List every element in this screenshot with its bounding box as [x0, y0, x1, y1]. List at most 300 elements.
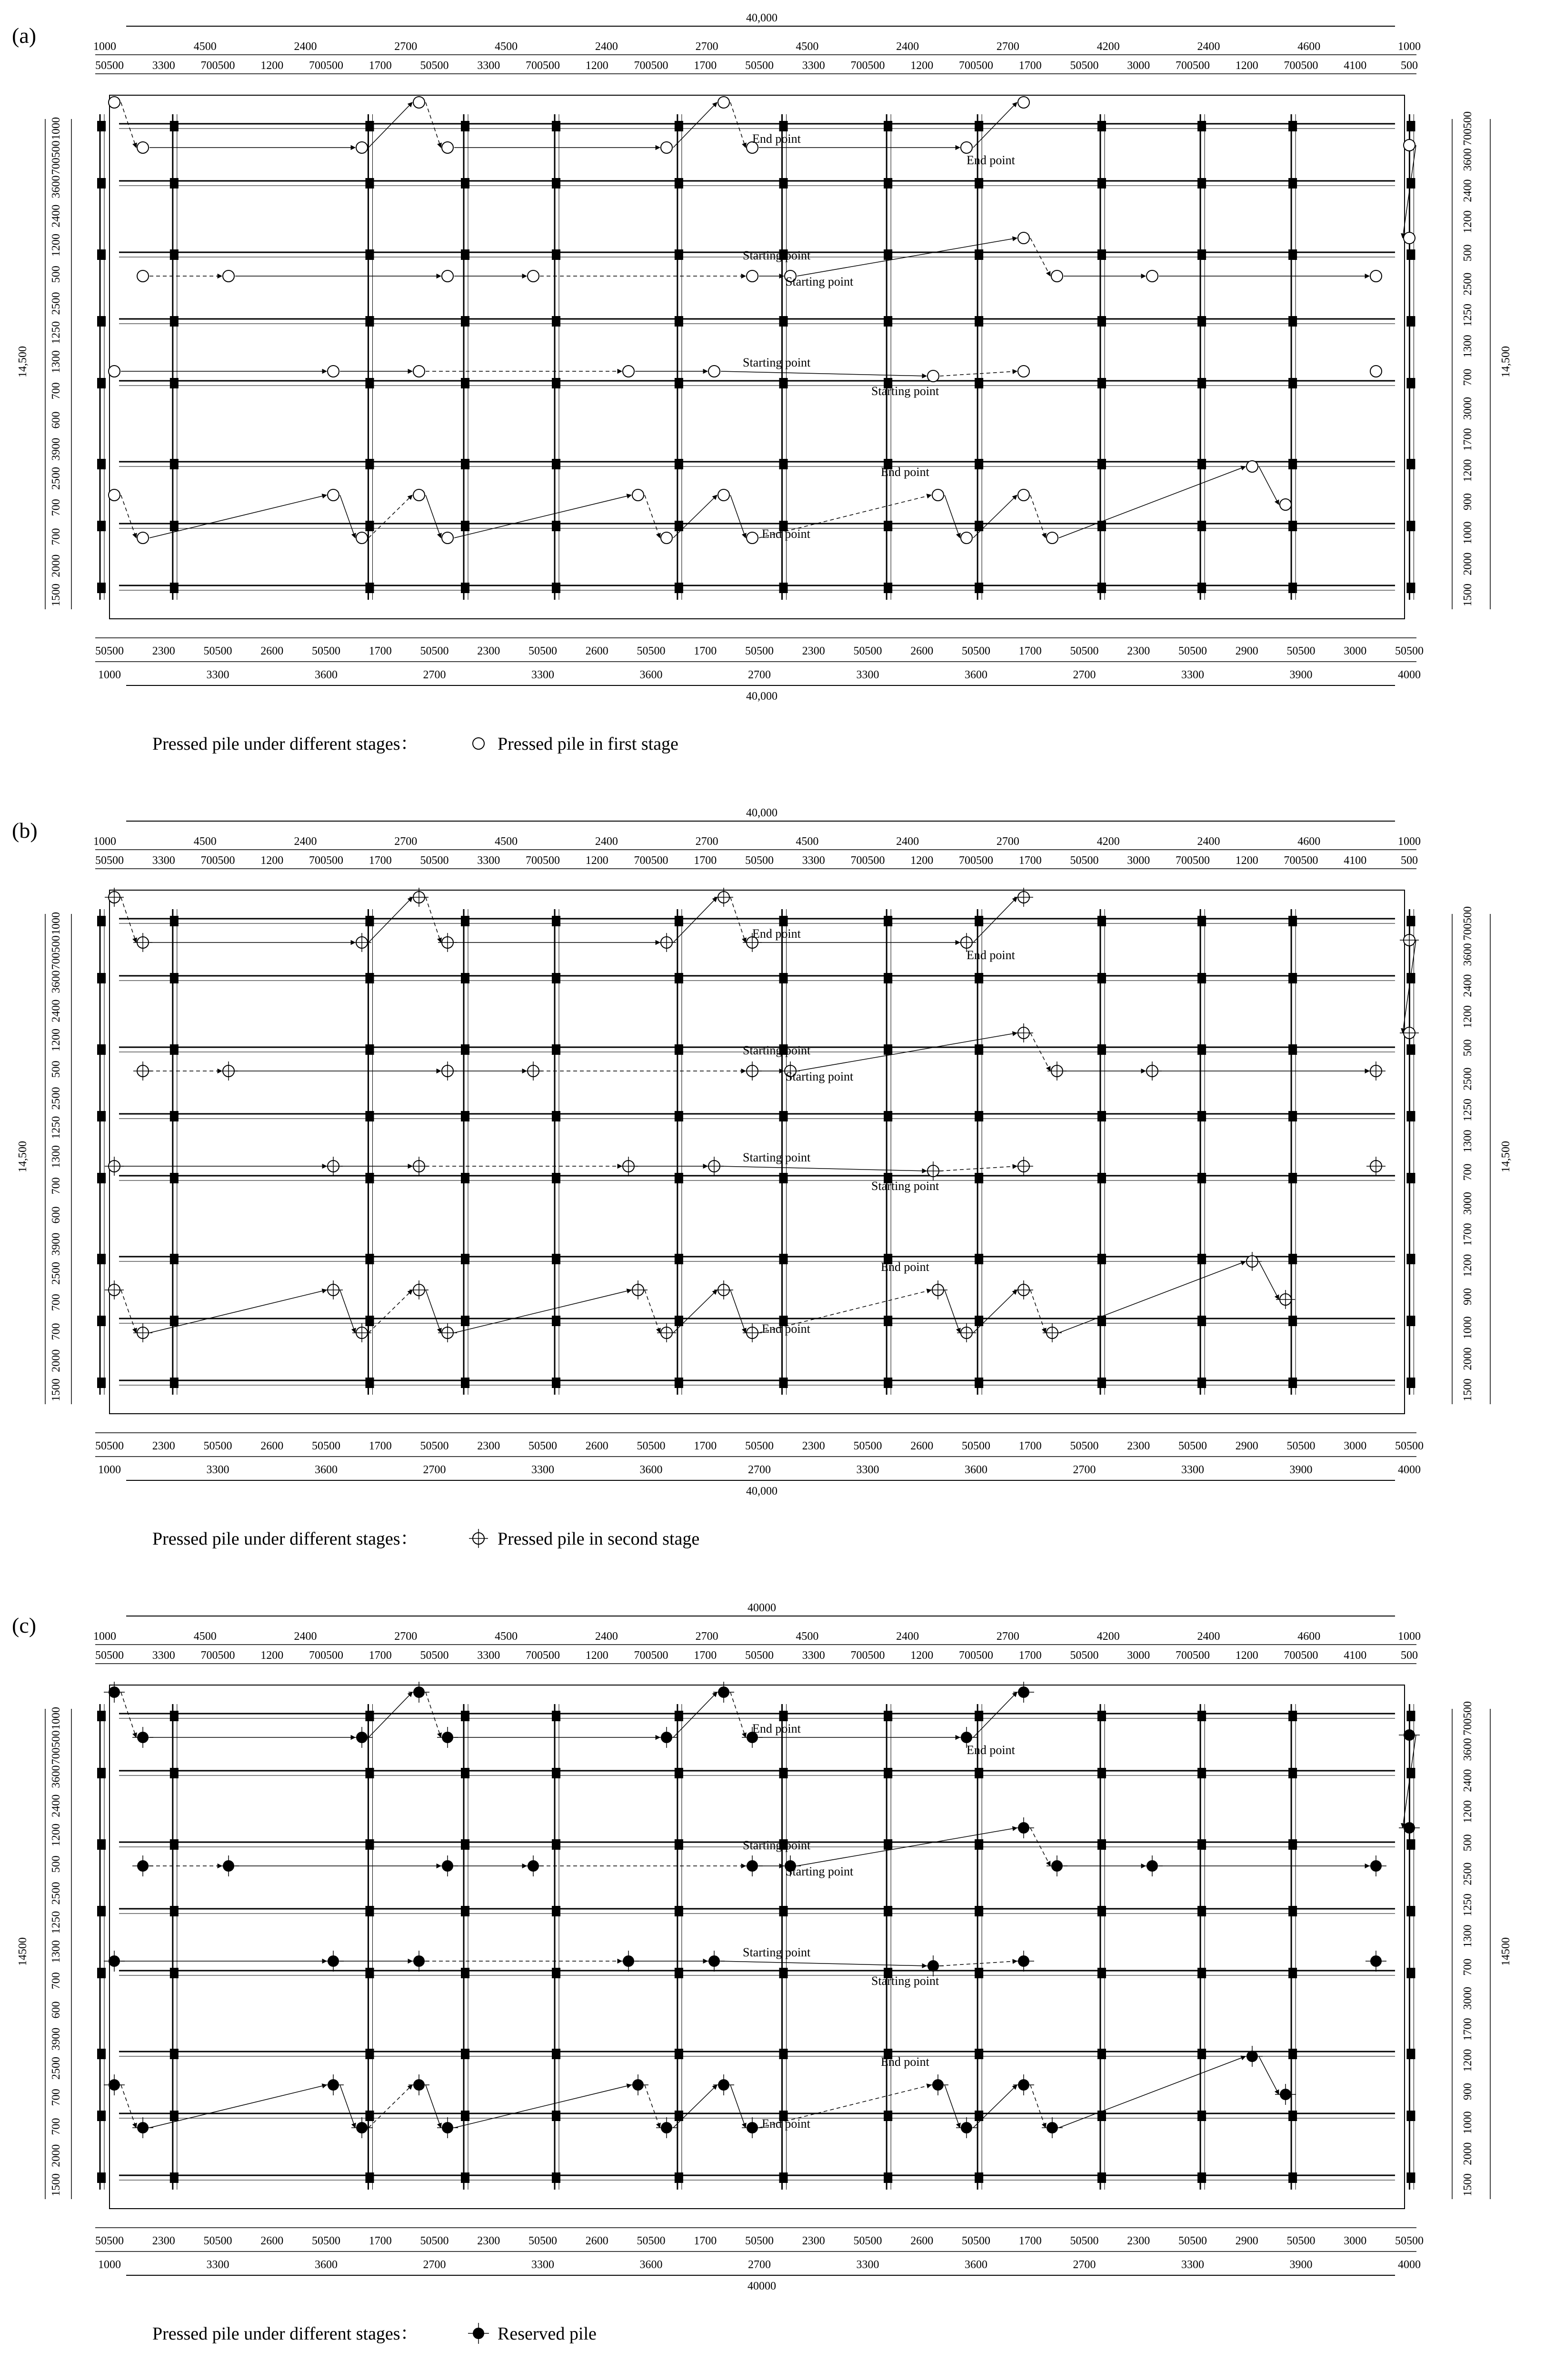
bottom-dim-label: 2300	[802, 645, 825, 657]
column	[1097, 1906, 1106, 1916]
column	[884, 1378, 892, 1388]
height-dimension-right: 14500	[1500, 1937, 1512, 1966]
column	[1406, 1044, 1415, 1055]
column	[552, 521, 560, 531]
starting-point-label: Starting point	[743, 248, 811, 262]
pressed-pile-first-stage	[747, 532, 758, 544]
reserved-pile	[1275, 2084, 1296, 2105]
top-dim-label: 4600	[1297, 40, 1321, 53]
top-dim-label: 700500	[850, 854, 885, 867]
pressed-pile-first-stage	[328, 489, 339, 501]
right-dim-label: 2000	[1462, 2142, 1474, 2165]
sequence-arrow	[940, 371, 1017, 376]
column	[1197, 583, 1206, 593]
top-dim-label: 700500	[1176, 60, 1210, 72]
bottom-dim-label: 50500	[637, 2235, 666, 2247]
column	[1288, 1711, 1297, 1721]
column	[97, 1378, 106, 1388]
top-dim-label: 3300	[802, 60, 825, 72]
bottom-dim-label: 3600	[639, 2259, 663, 2271]
top-dim-label: 3300	[152, 60, 175, 72]
top-dim-label: 2700	[695, 40, 718, 53]
top-dim-label: 2700	[996, 40, 1019, 53]
legend-caption: Pressed pile under different stages：	[152, 2324, 419, 2344]
top-dim-label: 2400	[595, 40, 618, 53]
top-dim-label: 700500	[634, 854, 668, 867]
top-dim-label: 700500	[959, 1649, 993, 1662]
pressed-pile-first-stage	[661, 532, 672, 544]
bottom-dim-label: 3600	[315, 669, 338, 681]
column	[1097, 583, 1106, 593]
reserved-pile	[656, 2117, 677, 2138]
bottom-dim-label: 3600	[315, 1464, 338, 1476]
right-dim-label: 2500	[1462, 1067, 1474, 1091]
right-dim-label: 700	[1462, 368, 1474, 386]
sequence-arrow	[426, 495, 441, 538]
bottom-dim-label: 3000	[1344, 645, 1367, 657]
bottom-dim-label: 3000	[1344, 2235, 1367, 2247]
column	[97, 316, 106, 327]
sequence-arrow	[1030, 495, 1046, 538]
left-dim-label: 2500	[50, 1262, 62, 1285]
top-dim-label: 700500	[200, 1649, 235, 1662]
column	[884, 249, 892, 260]
right-dim-label: 1200	[1462, 2049, 1474, 2072]
pressed-pile-first-stage	[137, 142, 149, 153]
top-dim-label: 50500	[95, 60, 124, 72]
bottom-dim-label: 4000	[1398, 669, 1421, 681]
column	[552, 973, 560, 983]
column	[779, 178, 788, 188]
column	[1406, 249, 1415, 260]
bottom-dim-label: 1700	[369, 2235, 392, 2247]
bottom-dim-label: 2700	[748, 2259, 771, 2271]
bottom-dim-label: 50500	[637, 645, 666, 657]
column	[779, 2049, 788, 2059]
bottom-dim-label: 4000	[1398, 2259, 1421, 2271]
overall-dimension-top: 40000	[748, 1602, 776, 1614]
right-dim-label: 1250	[1462, 1099, 1474, 1121]
top-dim-label: 700500	[959, 854, 993, 867]
pressed-pile-first-stage	[1047, 532, 1058, 544]
legend-caption: Pressed pile under different stages：	[152, 734, 419, 754]
column	[1197, 2049, 1206, 2059]
column	[1197, 1044, 1206, 1055]
reserved-pile	[956, 2117, 977, 2138]
left-dim-label: 3600	[50, 175, 62, 198]
column	[884, 973, 892, 983]
bottom-dim-label: 3600	[639, 1464, 663, 1476]
column	[975, 1378, 983, 1388]
sequence-arrow	[730, 897, 746, 942]
bottom-dim-label: 2600	[260, 645, 284, 657]
column	[170, 1906, 179, 1916]
top-dim-label: 4200	[1096, 40, 1120, 53]
column	[675, 1111, 683, 1121]
sequence-arrow	[730, 102, 746, 148]
top-dim-label: 1700	[369, 1649, 392, 1662]
column	[97, 1968, 106, 1978]
bottom-dim-label: 50500	[420, 645, 449, 657]
top-dim-label: 4100	[1344, 60, 1367, 72]
starting-point-label: Starting point	[786, 1864, 854, 1878]
column	[1097, 378, 1106, 388]
right-dim-label: 1250	[1462, 304, 1474, 327]
column	[884, 1839, 892, 1850]
top-dim-label: 1000	[1398, 835, 1421, 848]
column	[1288, 1111, 1297, 1121]
end-point-label: End point	[881, 2055, 929, 2069]
bottom-dim-label: 50500	[1286, 645, 1316, 657]
column	[675, 916, 683, 926]
column	[1406, 583, 1415, 593]
right-dim-label: 1700	[1462, 1223, 1474, 1246]
column	[461, 973, 469, 983]
column	[552, 121, 560, 131]
column	[552, 1711, 560, 1721]
bottom-dim-label: 2600	[910, 1440, 934, 1452]
sequence-arrow	[645, 1290, 660, 1333]
column	[461, 1254, 469, 1264]
top-dim-label: 1700	[369, 854, 392, 867]
top-dim-label: 700500	[1284, 60, 1318, 72]
column	[365, 121, 374, 131]
right-dim-label: 3600	[1462, 943, 1474, 966]
column	[461, 1044, 469, 1055]
left-dim-label: 700	[50, 1294, 62, 1311]
column	[1197, 1906, 1206, 1916]
column	[675, 1173, 683, 1183]
column	[552, 1254, 560, 1264]
column	[461, 1111, 469, 1121]
sequence-arrow	[369, 2085, 412, 2128]
column	[1288, 378, 1297, 388]
top-dim-label: 2400	[294, 40, 317, 53]
bottom-dim-label: 3600	[315, 2259, 338, 2271]
column	[675, 583, 683, 593]
left-dim-label: 1300	[50, 350, 62, 373]
top-dim-label: 1000	[1398, 40, 1421, 53]
column	[461, 1839, 469, 1850]
column	[461, 2049, 469, 2059]
top-dim-label: 4500	[796, 40, 819, 53]
column	[1197, 2172, 1206, 2183]
sequence-arrow	[945, 1290, 960, 1333]
panel-1	[12, 807, 1512, 1549]
column	[170, 1968, 179, 1978]
bottom-dim-label: 50500	[962, 2235, 990, 2247]
sequence-arrow	[721, 371, 927, 376]
column	[170, 1111, 179, 1121]
column	[1288, 916, 1297, 926]
bottom-dim-label: 50500	[95, 645, 124, 657]
bottom-dim-label: 3600	[965, 669, 987, 681]
reserved-pile	[1399, 1725, 1420, 1745]
bottom-dim-label: 3300	[531, 2259, 554, 2271]
bottom-dim-label: 1700	[694, 1440, 717, 1452]
pressed-pile-first-stage	[927, 370, 939, 382]
column	[461, 2111, 469, 2121]
bottom-dim-label: 2300	[1127, 1440, 1150, 1452]
top-dim-label: 50500	[95, 1649, 124, 1662]
bottom-dim-label: 3600	[965, 2259, 987, 2271]
top-dim-label: 4500	[193, 835, 217, 848]
bottom-dim-label: 2700	[748, 669, 771, 681]
bottom-dim-label: 3300	[206, 669, 229, 681]
bottom-dim-label: 3300	[1181, 669, 1204, 681]
bottom-dim-label: 2700	[1073, 2259, 1096, 2271]
bottom-dim-label: 2700	[423, 2259, 446, 2271]
pressed-pile-first-stage	[718, 489, 729, 501]
right-dim-label: 1500	[1462, 2173, 1474, 2196]
left-dim-label: 700500	[50, 140, 62, 175]
column	[461, 1173, 469, 1183]
bottom-dim-label: 1700	[694, 2235, 717, 2247]
bottom-dim-label: 50500	[1395, 1440, 1424, 1452]
top-dim-label: 3300	[152, 1649, 175, 1662]
top-dim-label: 3000	[1127, 854, 1150, 867]
top-dim-label: 700500	[309, 854, 343, 867]
top-dim-label: 4600	[1297, 1630, 1321, 1643]
end-point-label: End point	[752, 1722, 801, 1735]
right-dim-label: 3000	[1462, 1192, 1474, 1215]
column	[1406, 1173, 1415, 1183]
column	[1288, 1316, 1297, 1326]
sequence-arrow	[645, 2085, 660, 2128]
bottom-dim-label: 3600	[639, 669, 663, 681]
top-dim-label: 4200	[1096, 835, 1120, 848]
bottom-dim-label: 2600	[260, 2235, 284, 2247]
column	[1406, 1378, 1415, 1388]
sequence-arrow	[340, 1290, 355, 1333]
top-dim-label: 2400	[896, 835, 919, 848]
column	[1288, 178, 1297, 188]
top-dim-label: 3300	[477, 60, 500, 72]
column	[97, 521, 106, 531]
sequence-arrow	[1030, 2085, 1046, 2128]
bottom-dim-label: 50500	[637, 1440, 666, 1452]
column	[675, 973, 683, 983]
pressed-pile-first-stage	[932, 489, 944, 501]
column	[1097, 121, 1106, 131]
column	[884, 1044, 892, 1055]
column	[779, 459, 788, 469]
sequence-arrow	[121, 2085, 136, 2128]
bottom-dim-label: 1000	[98, 1464, 121, 1476]
overall-dimension-top: 40,000	[746, 807, 777, 819]
column	[1288, 1839, 1297, 1850]
column	[365, 2172, 374, 2183]
bottom-dim-label: 3300	[531, 669, 554, 681]
column	[170, 1839, 179, 1850]
column	[884, 178, 892, 188]
top-dim-label: 3300	[477, 1649, 500, 1662]
bottom-dim-label: 3300	[856, 2259, 879, 2271]
bottom-dim-label: 3600	[965, 1464, 987, 1476]
column	[1288, 973, 1297, 983]
bottom-dim-label: 3300	[856, 669, 879, 681]
right-dim-label: 1500	[1462, 584, 1474, 606]
pressed-pile-first-stage	[1018, 366, 1029, 377]
column	[779, 916, 788, 926]
pressed-pile-first-stage	[413, 366, 425, 377]
top-dim-label: 2400	[896, 40, 919, 53]
pressed-pile-first-stage	[632, 489, 644, 501]
bottom-dim-label: 50500	[1178, 2235, 1207, 2247]
top-dim-label: 1200	[260, 1649, 284, 1662]
bottom-dim-label: 2600	[585, 2235, 608, 2247]
panel-2	[12, 1602, 1512, 2344]
bottom-dim-label: 2700	[1073, 669, 1096, 681]
left-dim-label: 2500	[50, 1087, 62, 1110]
pressed-pile-first-stage	[109, 366, 120, 377]
column	[675, 1839, 683, 1850]
sequence-arrow	[121, 1692, 136, 1737]
bottom-dim-label: 50500	[528, 2235, 557, 2247]
sequence-arrow	[121, 1290, 136, 1333]
left-dim-label: 3900	[50, 2027, 62, 2051]
column	[1097, 1968, 1106, 1978]
end-point-label: End point	[752, 132, 801, 146]
left-dim-label: 700	[50, 382, 62, 400]
column	[884, 1768, 892, 1778]
column	[1097, 1378, 1106, 1388]
bottom-dim-label: 50500	[745, 2235, 774, 2247]
pressed-pile-first-stage	[961, 142, 972, 153]
column	[365, 1839, 374, 1850]
overall-dimension-bottom: 40,000	[746, 1485, 777, 1497]
bottom-dim-label: 2300	[1127, 645, 1150, 657]
column	[97, 1111, 106, 1121]
top-dim-label: 2400	[595, 1630, 618, 1643]
left-dim-label: 3600	[50, 970, 62, 993]
bottom-dim-label: 50500	[528, 1440, 557, 1452]
right-dim-label: 2400	[1462, 179, 1474, 202]
column	[975, 459, 983, 469]
bottom-dim-label: 2600	[585, 1440, 608, 1452]
top-dim-label: 4500	[495, 40, 518, 53]
column	[975, 1254, 983, 1264]
pressed-pile-first-stage	[442, 532, 453, 544]
right-dim-label: 2000	[1462, 1347, 1474, 1370]
top-dim-label: 50500	[420, 854, 449, 867]
column	[1406, 521, 1415, 531]
column	[884, 916, 892, 926]
top-dim-label: 4500	[495, 835, 518, 848]
column	[365, 316, 374, 327]
bottom-dim-label: 2300	[152, 645, 175, 657]
top-dim-label: 2400	[1197, 40, 1220, 53]
column	[170, 178, 179, 188]
right-dim-label: 1250	[1462, 1894, 1474, 1916]
left-dim-label: 500	[50, 1855, 62, 1873]
reserved-pile	[1366, 1951, 1386, 1972]
sequence-arrow	[426, 1290, 441, 1333]
sequence-arrow	[426, 1692, 441, 1737]
sequence-arrow	[454, 1290, 631, 1333]
column	[1406, 1711, 1415, 1721]
top-dim-label: 700500	[1176, 1649, 1210, 1662]
top-dim-label: 50500	[420, 1649, 449, 1662]
column	[170, 1316, 179, 1326]
right-dim-label: 1000	[1462, 1316, 1474, 1339]
column	[552, 459, 560, 469]
column	[975, 1968, 983, 1978]
column	[97, 1768, 106, 1778]
column	[365, 1968, 374, 1978]
sequence-arrow	[945, 495, 960, 538]
left-dim-label: 1200	[50, 1029, 62, 1051]
column	[365, 973, 374, 983]
top-dim-label: 4500	[796, 835, 819, 848]
right-dim-label: 2400	[1462, 974, 1474, 997]
column	[779, 2172, 788, 2183]
sequence-arrow	[454, 495, 631, 538]
top-dim-label: 700500	[526, 854, 560, 867]
right-dim-label: 900	[1462, 1288, 1474, 1305]
column	[1197, 2111, 1206, 2121]
pressed-pile-first-stage	[223, 270, 234, 282]
top-dim-label: 3000	[1127, 1649, 1150, 1662]
column	[552, 1111, 560, 1121]
top-dim-label: 4500	[193, 40, 217, 53]
height-dimension-left: 14500	[17, 1937, 29, 1966]
right-dim-label: 500	[1462, 1039, 1474, 1057]
column	[170, 1254, 179, 1264]
column	[975, 2049, 983, 2059]
column	[365, 916, 374, 926]
bottom-dim-label: 50500	[312, 1440, 340, 1452]
top-dim-label: 4500	[193, 1630, 217, 1643]
bottom-dim-label: 3300	[206, 2259, 229, 2271]
bottom-dim-label: 2300	[477, 2235, 500, 2247]
column	[170, 1768, 179, 1778]
column	[97, 178, 106, 188]
bottom-dim-label: 50500	[962, 645, 990, 657]
right-dim-label: 1300	[1462, 335, 1474, 358]
column	[1406, 1839, 1415, 1850]
column	[779, 316, 788, 327]
bottom-dim-label: 50500	[203, 2235, 232, 2247]
left-dim-label: 1250	[50, 321, 62, 344]
column	[975, 1906, 983, 1916]
column	[97, 916, 106, 926]
column	[461, 249, 469, 260]
left-dim-label: 700	[50, 2089, 62, 2106]
column	[1197, 1316, 1206, 1326]
height-dimension-left: 14,500	[17, 1141, 29, 1172]
pressed-pile-first-stage	[1146, 270, 1158, 282]
column	[1197, 916, 1206, 926]
column	[365, 1044, 374, 1055]
top-dim-label: 2400	[595, 835, 618, 848]
column	[170, 2111, 179, 2121]
top-dim-label: 2400	[294, 1630, 317, 1643]
pressed-pile-first-stage	[1018, 489, 1029, 501]
left-dim-label: 700	[50, 1177, 62, 1195]
bottom-dim-label: 3900	[1289, 2259, 1313, 2271]
column	[975, 2172, 983, 2183]
bottom-dim-label: 2900	[1235, 645, 1258, 657]
right-dim-label: 1000	[1462, 521, 1474, 545]
bottom-dim-label: 3900	[1289, 669, 1313, 681]
column	[779, 121, 788, 131]
column	[779, 1768, 788, 1778]
left-dim-label: 500	[50, 266, 62, 283]
pressed-pile-first-stage	[356, 532, 368, 544]
end-point-label: End point	[762, 527, 810, 541]
column	[675, 1378, 683, 1388]
